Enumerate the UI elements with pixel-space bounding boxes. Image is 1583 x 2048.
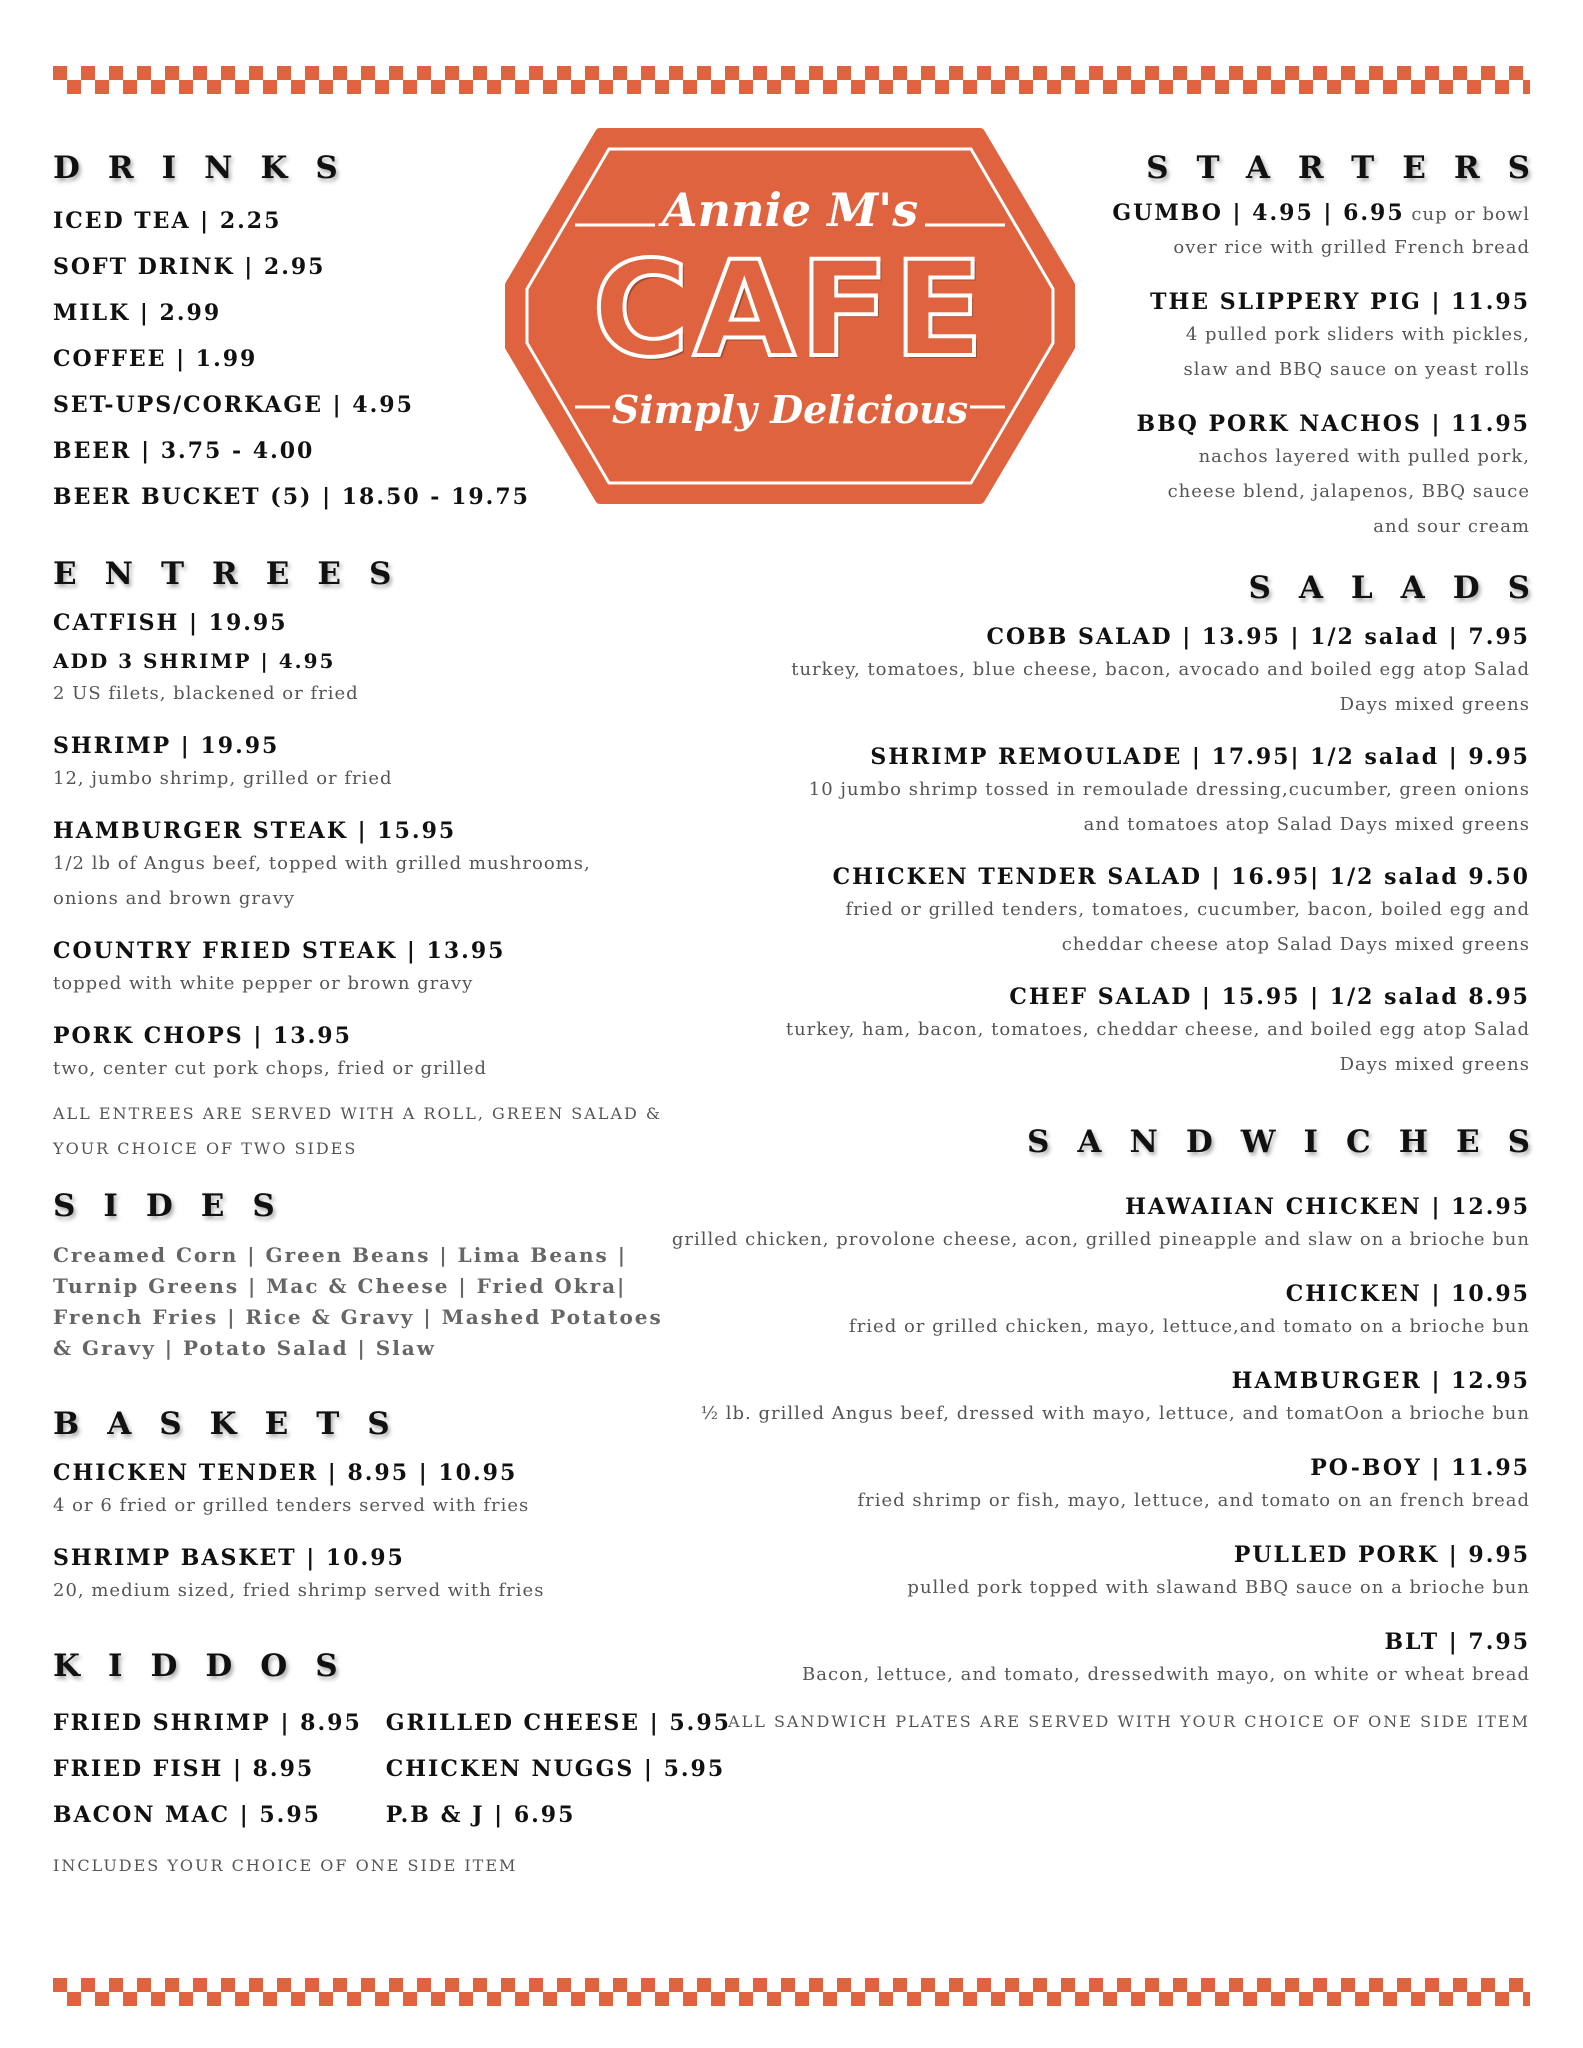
entree-name: CATFISH | 19.95 (53, 610, 288, 636)
entree-desc: two, center cut pork chops, fried or grilled (53, 1058, 488, 1079)
sandwich-desc: Bacon, lettuce, and tomato, dressedwith mayo, on white or wheat bread (802, 1664, 1530, 1685)
entrees-heading: ENTREES (53, 556, 420, 592)
drink-item: ICED TEA | 2.25 (53, 208, 282, 234)
starter-desc: nachos layered with pulled pork, (1198, 446, 1530, 467)
kiddo-item: BACON MAC | 5.95 (53, 1802, 321, 1828)
basket-name: SHRIMP BASKET | 10.95 (53, 1545, 405, 1571)
starter-desc: over rice with grilled French bread (1173, 237, 1530, 258)
kiddo-item: CHICKEN NUGGS | 5.95 (385, 1756, 726, 1782)
entree-name: PORK CHOPS | 13.95 (53, 1023, 352, 1049)
right-column (650, 148, 1558, 1739)
sandwich-name: CHICKEN | 10.95 (1285, 1281, 1530, 1307)
entree-name: SHRIMP | 19.95 (53, 733, 280, 759)
logo-top-text: Annie M's (661, 183, 919, 237)
kiddo-item: P.B & J | 6.95 (385, 1802, 576, 1828)
logo-main-text: CAFE (592, 233, 988, 387)
kiddos-heading: KIDDOS (53, 1648, 366, 1684)
kiddos-section (53, 1646, 731, 1883)
drink-item: BEER BUCKET (5) | 18.50 - 19.75 (53, 484, 530, 510)
starter-desc: slaw and BBQ sauce on yeast rolls (1183, 359, 1530, 380)
kiddos-note: INCLUDES YOUR CHOICE OF ONE SIDE ITEM (53, 1856, 518, 1875)
sandwiches-note: ALL SANDWICH PLATES ARE SERVED WITH YOUR CHOICE OF ONE SIDE ITEM (728, 1712, 1530, 1731)
basket-desc: 4 or 6 fried or grilled tenders served with fries (53, 1495, 530, 1516)
entree-desc: 12, jumbo shrimp, grilled or fried (53, 768, 393, 789)
starter-desc: cheese blend, jalapenos, BBQ sauce (1167, 481, 1530, 502)
sandwich-desc: fried shrimp or fish, mayo, lettuce, and tomato on an french bread (857, 1490, 1530, 1511)
starters-section (650, 148, 1558, 544)
starter-name: BBQ PORK NACHOS | 11.95 (1136, 411, 1530, 437)
starter-desc: and sour cream (1373, 516, 1530, 537)
drinks-section (53, 148, 673, 520)
drink-item: MILK | 2.99 (53, 300, 222, 326)
kiddo-item: GRILLED CHEESE | 5.95 (385, 1710, 731, 1736)
sandwich-name: PULLED PORK | 9.95 (1233, 1542, 1530, 1568)
entree-desc: 1/2 lb of Angus beef, topped with grilled mushrooms, onions and brown gravy (53, 853, 591, 909)
gumbo-suffix: cup or bowl (1404, 204, 1530, 225)
left-column (53, 148, 731, 1883)
salad-desc: Days mixed greens (1339, 1054, 1530, 1075)
salads-section (650, 568, 1558, 1082)
sandwich-name: HAMBURGER | 12.95 (1231, 1368, 1530, 1394)
entree-name: HAMBURGER STEAK | 15.95 (53, 818, 457, 844)
sandwich-desc: pulled pork topped with slawand BBQ sauce on a brioche bun (907, 1577, 1530, 1598)
salads-heading: SALADS (1248, 570, 1558, 606)
salad-desc: fried or grilled tenders, tomatoes, cucumber, bacon, boiled egg and (845, 899, 1530, 920)
salad-desc: turkey, ham, bacon, tomatoes, cheddar cheese, and boiled egg atop Salad (785, 1019, 1530, 1040)
starter-name: THE SLIPPERY PIG | 11.95 (1150, 289, 1530, 315)
salad-desc: 10 jumbo shrimp tossed in remoulade dressing,cucumber, green onions (808, 779, 1530, 800)
salad-desc: cheddar cheese atop Salad Days mixed greens (1061, 934, 1530, 955)
entrees-section (53, 554, 673, 1166)
salad-name: SHRIMP REMOULADE | 17.95| 1/2 salad | 9.95 (870, 744, 1530, 770)
sandwich-name: PO-BOY | 11.95 (1310, 1455, 1530, 1481)
top-checker-border (53, 66, 1530, 94)
starter-name (650, 198, 1530, 230)
sides-heading: SIDES (53, 1188, 303, 1224)
entree-name: COUNTRY FRIED STEAK | 13.95 (53, 938, 506, 964)
drinks-heading: DRINKS (53, 150, 366, 186)
sandwiches-heading: SANDWICHES (1027, 1124, 1558, 1160)
sandwiches-section (650, 1122, 1558, 1739)
drink-item: BEER | 3.75 - 4.00 (53, 438, 315, 464)
sandwich-desc: grilled chicken, provolone cheese, acon, grilled pineapple and slaw on a brioche bun (671, 1229, 1530, 1250)
entree-desc: 2 US filets, blackened or fried (53, 683, 359, 704)
salad-desc: turkey, tomatoes, blue cheese, bacon, avocado and boiled egg atop Salad (791, 659, 1530, 680)
drink-item: COFFEE | 1.99 (53, 346, 258, 372)
sandwich-desc: fried or grilled chicken, mayo, lettuce,and tomato on a brioche bun (849, 1316, 1530, 1337)
logo-bottom-text: Simply Delicious (611, 387, 969, 432)
basket-desc: 20, medium sized, fried shrimp served with fries (53, 1580, 545, 1601)
salad-desc: Days mixed greens (1339, 694, 1530, 715)
baskets-section (53, 1404, 673, 1608)
sandwich-desc: ½ lb. grilled Angus beef, dressed with mayo, lettuce, and tomatOon a brioche bun (700, 1403, 1530, 1424)
salad-name: CHEF SALAD | 15.95 | 1/2 salad 8.95 (1009, 984, 1530, 1010)
salad-desc: and tomatoes atop Salad Days mixed greens (1083, 814, 1530, 835)
basket-name: CHICKEN TENDER | 8.95 | 10.95 (53, 1460, 518, 1486)
sandwich-name: HAWAIIAN CHICKEN | 12.95 (1125, 1194, 1530, 1220)
entree-addon: ADD 3 SHRIMP | 4.95 (53, 649, 336, 673)
baskets-heading: BASKETS (53, 1406, 418, 1442)
entrees-note: ALL ENTREES ARE SERVED WITH A ROLL, GREEN SALAD & YOUR CHOICE OF TWO SIDES (53, 1104, 663, 1158)
starter-desc: 4 pulled pork sliders with pickles, (1185, 324, 1530, 345)
sides-section (53, 1186, 673, 1364)
salad-name: COBB SALAD | 13.95 | 1/2 salad | 7.95 (986, 624, 1530, 650)
kiddo-item: FRIED SHRIMP | 8.95 (53, 1710, 362, 1736)
drink-item: SOFT DRINK | 2.95 (53, 254, 326, 280)
gumbo-name: GUMBO | 4.95 | 6.95 (1112, 200, 1405, 226)
kiddo-item: FRIED FISH | 8.95 (53, 1756, 315, 1782)
bottom-checker-border (53, 1978, 1530, 2006)
starters-heading: STARTERS (1146, 150, 1558, 186)
entree-desc: topped with white pepper or brown gravy (53, 973, 474, 994)
drink-item: SET-UPS/CORKAGE | 4.95 (53, 392, 414, 418)
sandwich-name: BLT | 7.95 (1384, 1629, 1530, 1655)
sides-list: Creamed Corn | Green Beans | Lima Beans | Turnip Greens | Mac & Cheese | Fried Okra| French Fries | Rice & Gravy | Mashed Potatoes & Gravy | Potato Salad | Slaw (53, 1243, 663, 1360)
salad-name: CHICKEN TENDER SALAD | 16.95| 1/2 salad 9.50 (832, 864, 1530, 890)
